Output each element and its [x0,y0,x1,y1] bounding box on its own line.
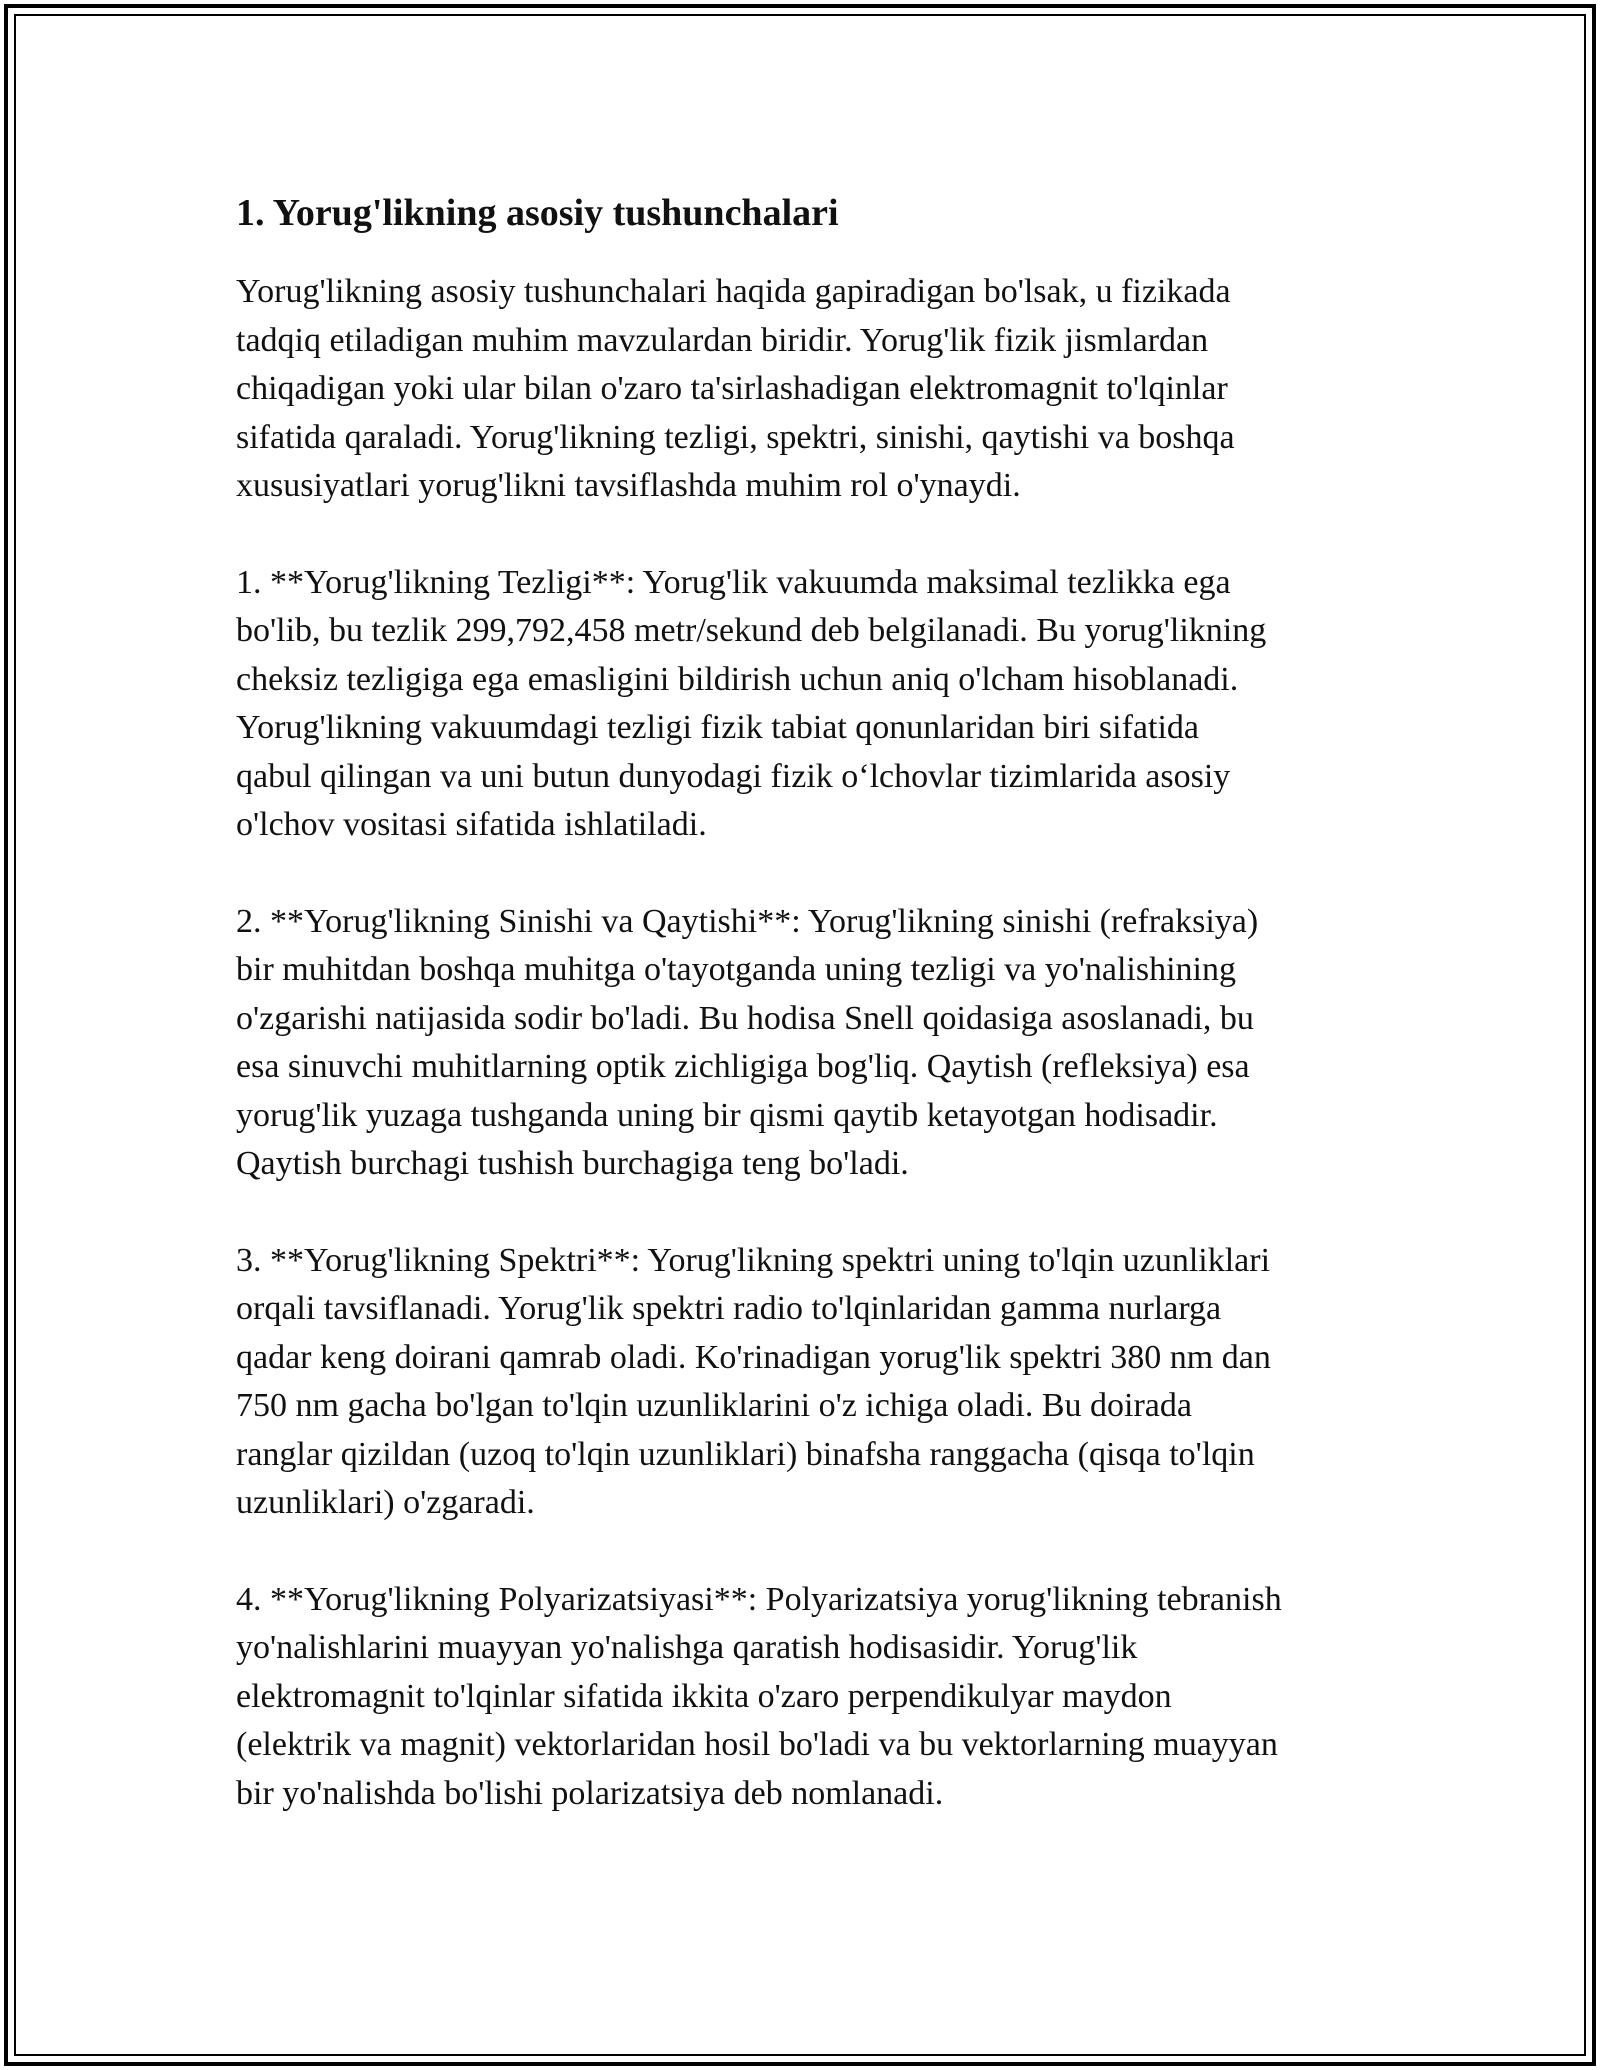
paragraph-speed-of-light: 1. **Yorug'likning Tezligi**: Yorug'lik vakuumda maksimal tezlikka ega bo'lib, bu tezlik 299,792,458 metr/sekund deb belgilanadi. Bu yorug'likning cheksiz tezligiga ega emasligini bildirish uchun aniq o'lcham hisoblanadi. Yorug'likning vakuumdagi tezligi fizik tabiat qonunlaridan biri sifatida qabul qilingan va uni butun dunyodagi fizik o‘lchovlar tizimlarida asosiy o'lchov vositasi sifatida ishlatiladi. [236,563,1267,843]
paragraph-spectrum: 3. **Yorug'likning Spektri**: Yorug'likning spektri uning to'lqin uzunliklari orqali tavsiflanadi. Yorug'lik spektri radio to'lqinlaridan gamma nurlarga qadar keng doirani qamrab oladi. Ko'rinadigan yorug'lik spektri 380 nm dan 750 nm gacha bo'lgan to'lqin uzunliklarini o'z ichiga oladi. Bu doirada ranglar qizildan (uzoq to'lqin uzunliklari) binafsha ranggacha (qisqa to'lqin uzunliklari) o'zgaradi. [236,1241,1271,1521]
intro-paragraph: Yorug'likning asosiy tushunchalari haqida gapiradigan bo'lsak, u fizikada tadqiq etiladigan muhim mavzulardan biridir. Yorug'lik fizik jismlardan chiqadigan yoki ular bilan o'zaro ta'sirlashadigan elektromagnit to'lqinlar sifatida qaraladi. Yorug'likning tezligi, spektri, sinishi, qaytishi va boshqa xususiyatlari yorug'likni tavsiflashda muhim rol o'ynaydi. [236,273,1235,504]
paragraph-refraction-reflection: 2. **Yorug'likning Sinishi va Qaytishi**: Yorug'likning sinishi (refraksiya) bir muhitdan boshqa muhitga o'tayotganda uning tezligi va yo'nalishining o'zgarishi natijasida sodir bo'ladi. Bu hodisa Snell qoidasiga asoslanadi, bu esa sinuvchi muhitlarning optik zichligiga bog'liq. Qaytish (refleksiya) esa yorug'lik yuzaga tushganda uning bir qismi qaytib ketayotgan hodisadir. Qaytish burchagi tushish burchagiga teng bo'ladi. [236,902,1259,1182]
section-heading: 1. Yorug'likning asosiy tushunchalari [236,192,839,234]
paragraph-polarization: 4. **Yorug'likning Polyarizatsiyasi**: Polyarizatsiya yorug'likning tebranish yo'nalishlarini muayyan yo'nalishga qaratish hodisasidir. Yorug'lik elektromagnit to'lqinlar sifatida ikkita o'zaro perpendikulyar maydon (elektrik va magnit) vektorlaridan hosil bo'ladi va bu vektorlarning muayyan bir yo'nalishda bo'lishi polarizatsiya deb nomlanadi. [236,1580,1282,1812]
document-body [236,186,1396,1866]
